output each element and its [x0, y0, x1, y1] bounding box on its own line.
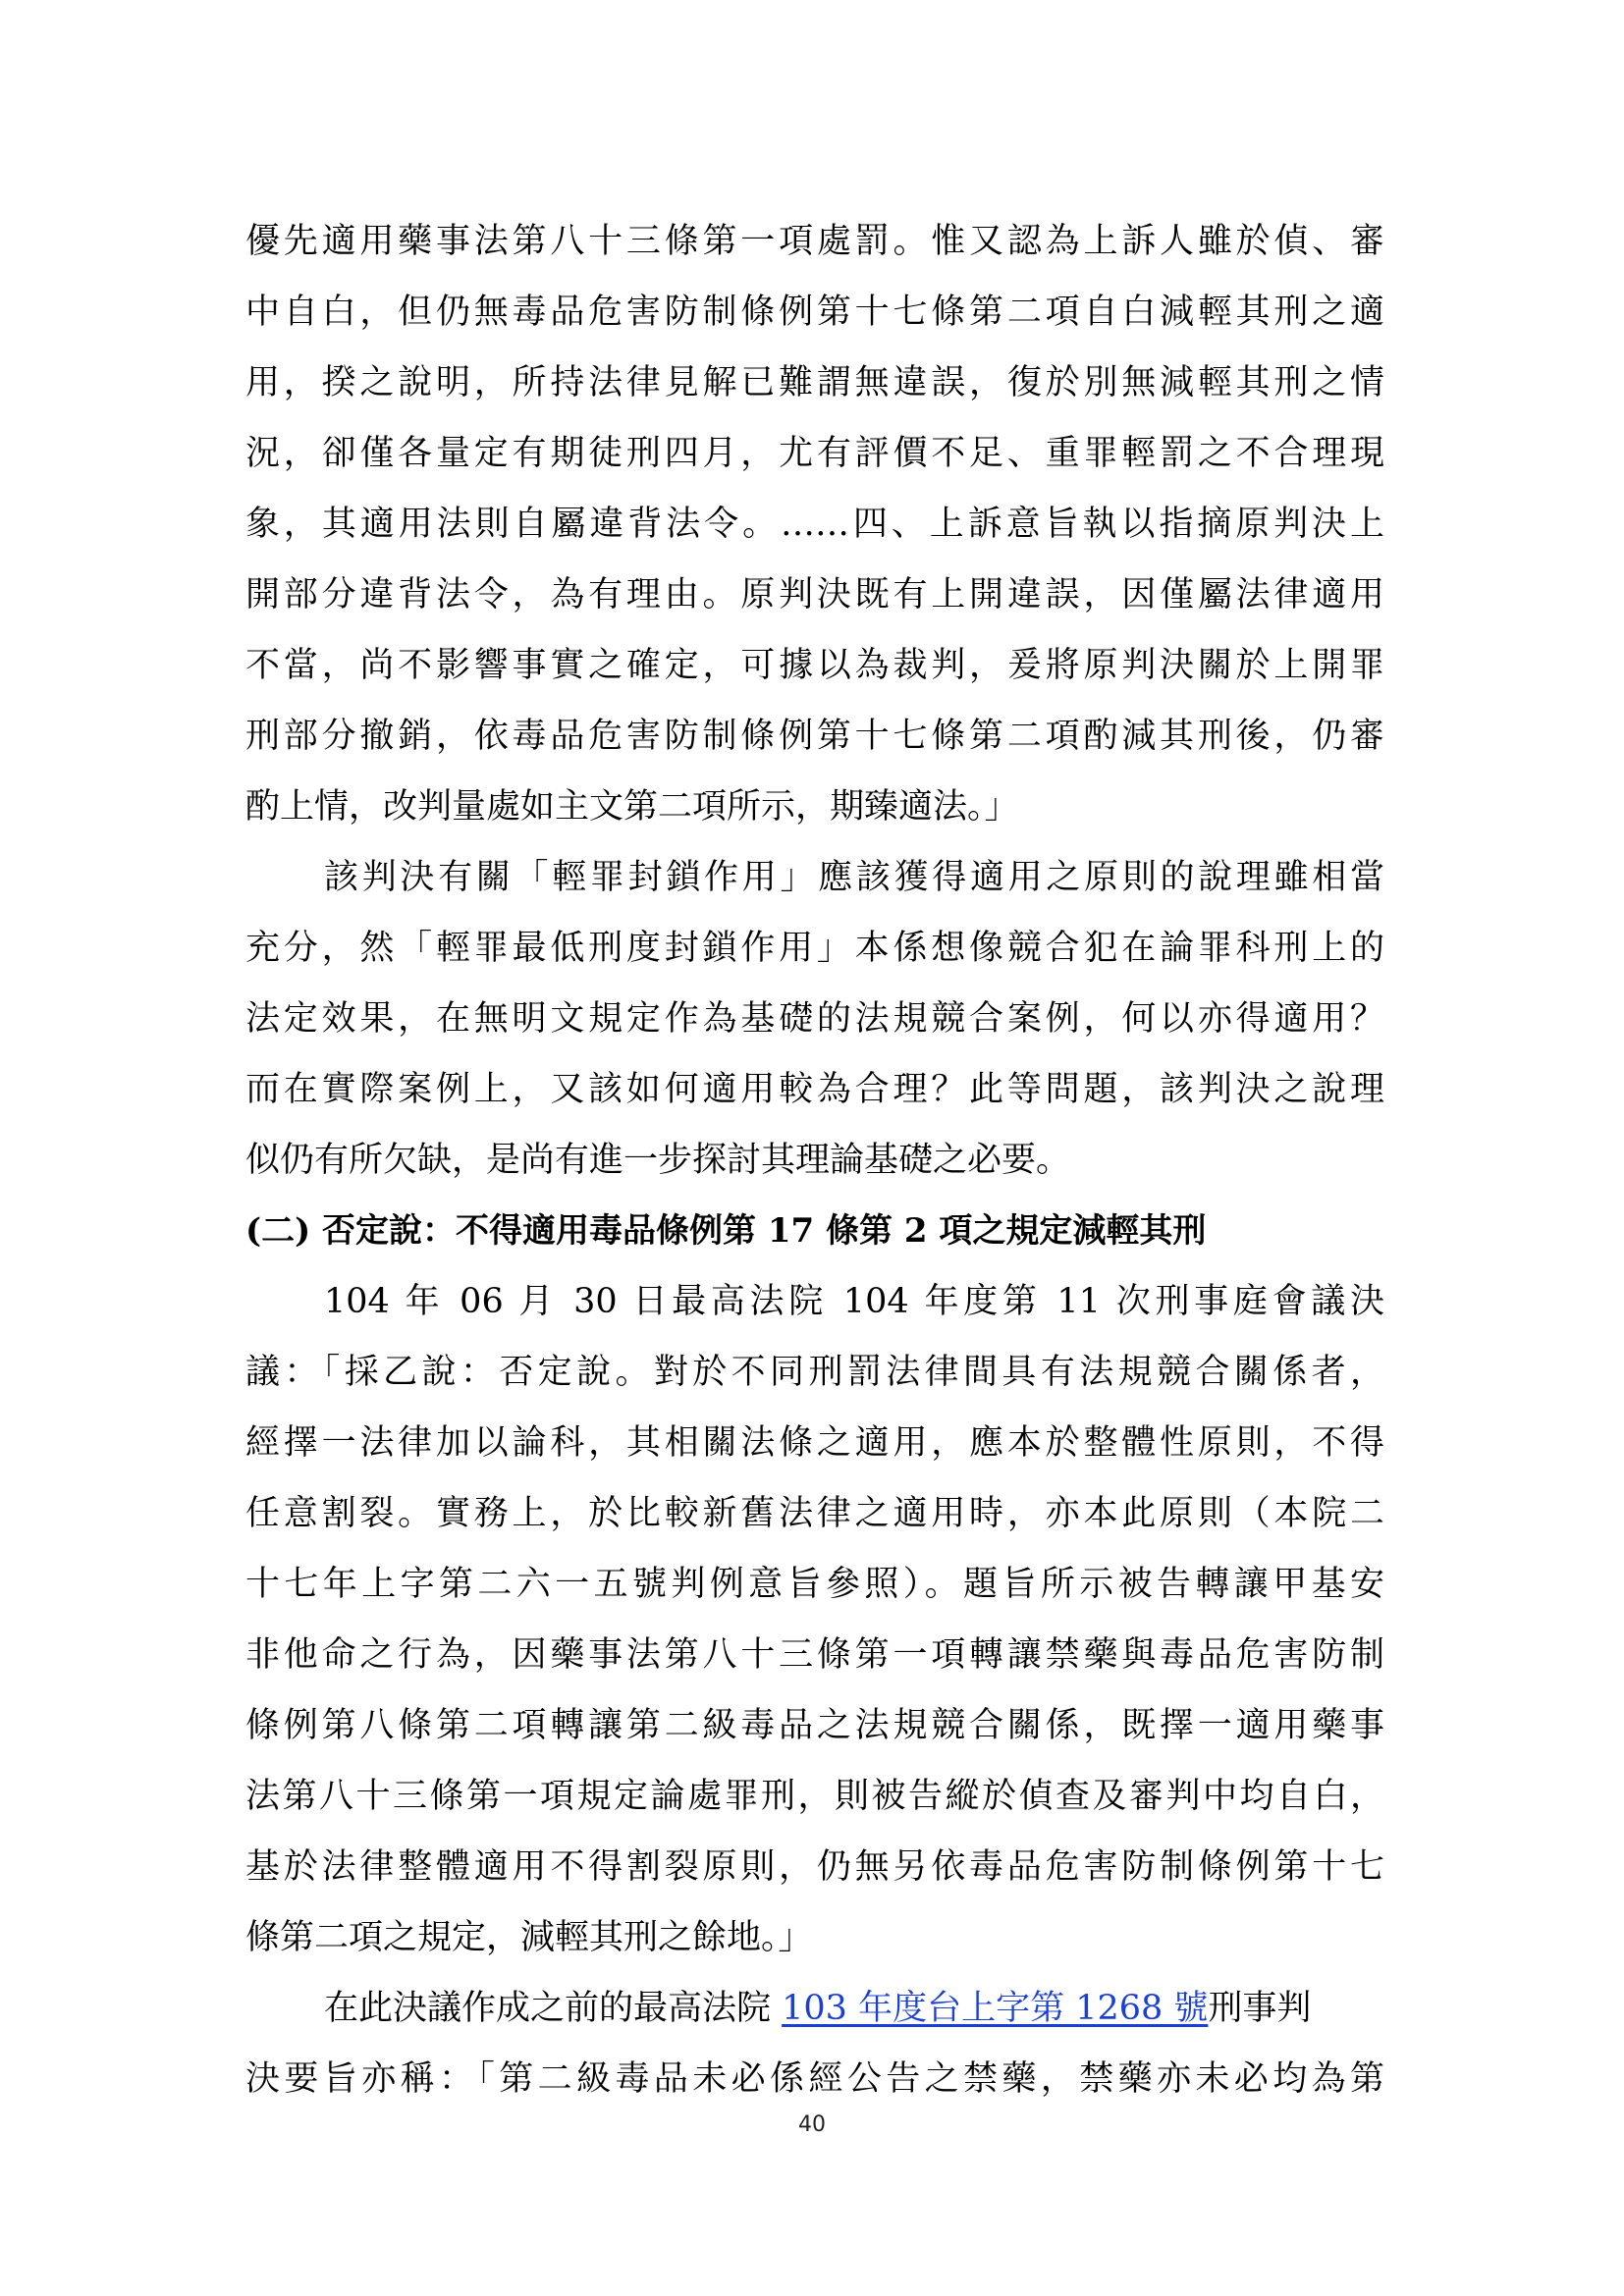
text-line: 用，揆之說明，所持法律見解已難謂無違誤，復於別無減輕其刑之情	[245, 363, 1384, 402]
text-line: 法定效果，在無明文規定作為基礎的法規競合案例，何以亦得適用？	[245, 999, 1384, 1039]
text-segment: 在此決議作成之前的最高法院	[324, 1989, 783, 2028]
text-line: 優先適用藥事法第八十三條第一項處罰。惟又認為上訴人雖於偵、審	[245, 222, 1384, 261]
text-line: 任意割裂。實務上，於比較新舊法律之適用時，亦本此原則（本院二	[245, 1494, 1384, 1533]
text-line: 充分，然「輕罪最低刑度封鎖作用」本係想像競合犯在論罪科刑上的	[245, 929, 1384, 968]
case-citation-link[interactable]: 103 年度台上字第 1268 號	[782, 1989, 1209, 2028]
text-line: 基於法律整體適用不得割裂原則，仍無另依毒品危害防制條例第十七	[245, 1847, 1384, 1887]
text-line: 中自白，但仍無毒品危害防制條例第十七條第二項自白減輕其刑之適	[245, 293, 1384, 332]
page-number: 40	[798, 2112, 826, 2137]
text-line: 條例第八條第二項轉讓第二級毒品之法規競合關係，既擇一適用藥事	[245, 1706, 1384, 1745]
text-line: 104 年 06 月 30 日最高法院 104 年度第 11 次刑事庭會議決	[324, 1282, 1384, 1321]
text-line: 而在實際案例上，又該如何適用較為合理？此等問題，該判決之說理	[245, 1070, 1384, 1109]
text-line: 似仍有所欠缺，是尚有進一步探討其理論基礎之必要。	[245, 1141, 1071, 1180]
text-line: 法第八十三條第一項規定論處罪刑，則被告縱於偵查及審判中均自白，	[245, 1777, 1384, 1816]
text-line: 條第二項之規定，減輕其刑之餘地。」	[245, 1918, 813, 1957]
text-line: 該判決有關「輕罪封鎖作用」應該獲得適用之原則的說理雖相當	[324, 858, 1384, 897]
text-line: 刑部分撤銷，依毒品危害防制條例第十七條第二項酌減其刑後，仍審	[245, 717, 1384, 756]
text-line: 酌上情，改判量處如主文第二項所示，期臻適法。」	[245, 787, 1019, 827]
text-line: 象，其適用法則自屬違背法令。……四、上訴意旨執以指摘原判決上	[245, 505, 1384, 544]
text-line: 況，卻僅各量定有期徒刑四月，尤有評價不足、重罪輕罰之不合理現	[245, 434, 1384, 473]
text-line: 決要旨亦稱：「第二級毒品未必係經公告之禁藥，禁藥亦未必均為第	[245, 2059, 1384, 2099]
section-heading: (二) 否定說：不得適用毒品條例第 17 條第 2 項之規定減輕其刑	[245, 1211, 1207, 1251]
text-line: 十七年上字第二六一五號判例意旨參照）。題旨所示被告轉讓甲基安	[245, 1565, 1384, 1604]
text-line: 不當，尚不影響事實之確定，可據以為裁判，爰將原判決關於上開罪	[245, 646, 1384, 685]
text-line: 議：「採乙說：否定說。對於不同刑罰法律間具有法規競合關係者，	[245, 1353, 1384, 1392]
text-segment: 刑事判	[1208, 1989, 1312, 2028]
text-line: 非他命之行為，因藥事法第八十三條第一項轉讓禁藥與毒品危害防制	[245, 1635, 1384, 1675]
text-line: 開部分違背法令，為有理由。原判決既有上開違誤，因僅屬法律適用	[245, 575, 1384, 614]
text-line-with-link	[324, 1973, 1311, 2044]
text-line: 經擇一法律加以論科，其相關法條之適用，應本於整體性原則，不得	[245, 1423, 1384, 1463]
